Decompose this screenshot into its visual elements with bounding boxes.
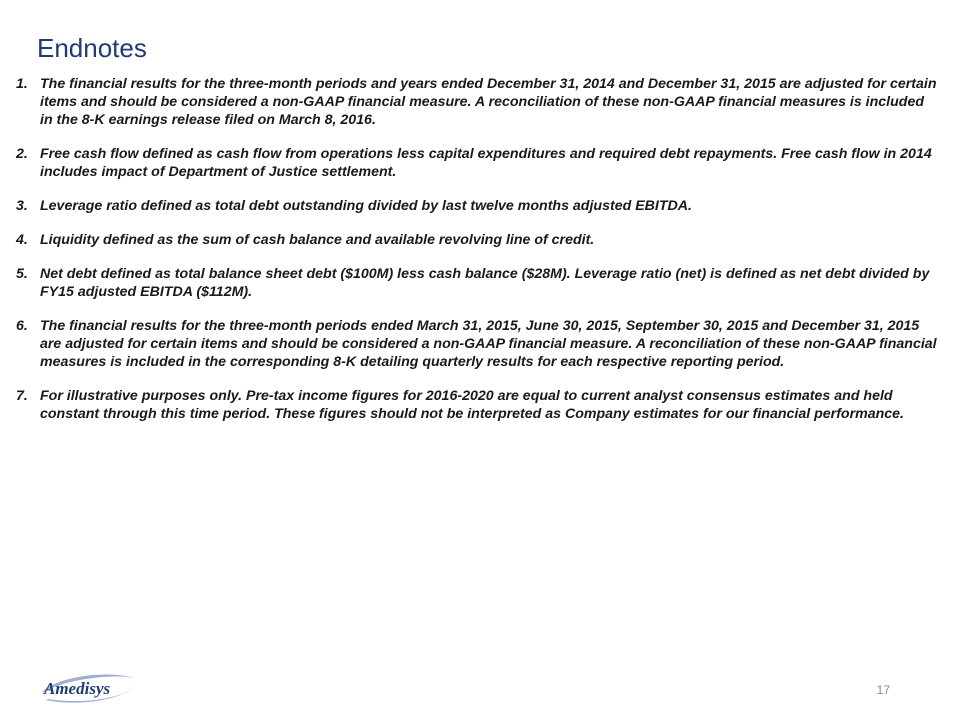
- endnote-number: 7.: [16, 388, 28, 404]
- endnote-number: 6.: [16, 318, 28, 334]
- endnote-text: Free cash flow defined as cash flow from operations less capital expenditures and required debt repayments. Free cash flow in 2014 includes impact of Department of Justice settlement.: [40, 146, 932, 180]
- endnotes-list: [16, 75, 940, 439]
- logo-wordmark: Amedisys: [44, 679, 111, 698]
- endnote-number: 4.: [16, 232, 28, 248]
- endnote-item: [16, 75, 940, 129]
- endnote-text: Liquidity defined as the sum of cash balance and available revolving line of credit.: [40, 232, 595, 248]
- endnote-item: [16, 231, 940, 249]
- endnote-number: 1.: [16, 76, 28, 92]
- endnote-item: [16, 317, 940, 371]
- endnote-text: The financial results for the three-month periods ended March 31, 2015, June 30, 2015, September 30, 2015 and December 31, 2015 are adjusted for certain items and should be considered a non-GAAP financial measure. A reconciliation of these non-GAAP financial measures is included in the corresponding 8-K detailing quarterly results for each respective reporting period.: [40, 318, 937, 370]
- endnote-item: [16, 387, 940, 423]
- endnote-number: 3.: [16, 198, 28, 214]
- endnote-number: 5.: [16, 266, 28, 282]
- endnote-text: Net debt defined as total balance sheet debt ($100M) less cash balance ($28M). Leverage ratio (net) is defined as net debt divided by FY15 adjusted EBITDA ($112M).: [40, 266, 930, 300]
- endnote-text: The financial results for the three-month periods and years ended December 31, 2014 and December 31, 2015 are adjusted for certain items and should be considered a non-GAAP financial measure. A reconciliation of these non-GAAP financial measures is included in the 8-K earnings release filed on March 8, 2016.: [40, 76, 937, 128]
- endnote-text: For illustrative purposes only. Pre-tax income figures for 2016-2020 are equal to current analyst consensus estimates and held constant through this time period. These figures should not be interpreted as Company estimates for our financial performance.: [40, 388, 904, 422]
- endnote-text: Leverage ratio defined as total debt outstanding divided by last twelve months adjusted EBITDA.: [40, 198, 692, 214]
- page-number: 17: [876, 683, 890, 697]
- endnote-item: [16, 265, 940, 301]
- endnote-item: [16, 145, 940, 181]
- endnote-item: [16, 197, 940, 215]
- page-title: Endnotes: [37, 33, 147, 63]
- endnote-number: 2.: [16, 146, 28, 162]
- amedisys-logo: [38, 672, 138, 706]
